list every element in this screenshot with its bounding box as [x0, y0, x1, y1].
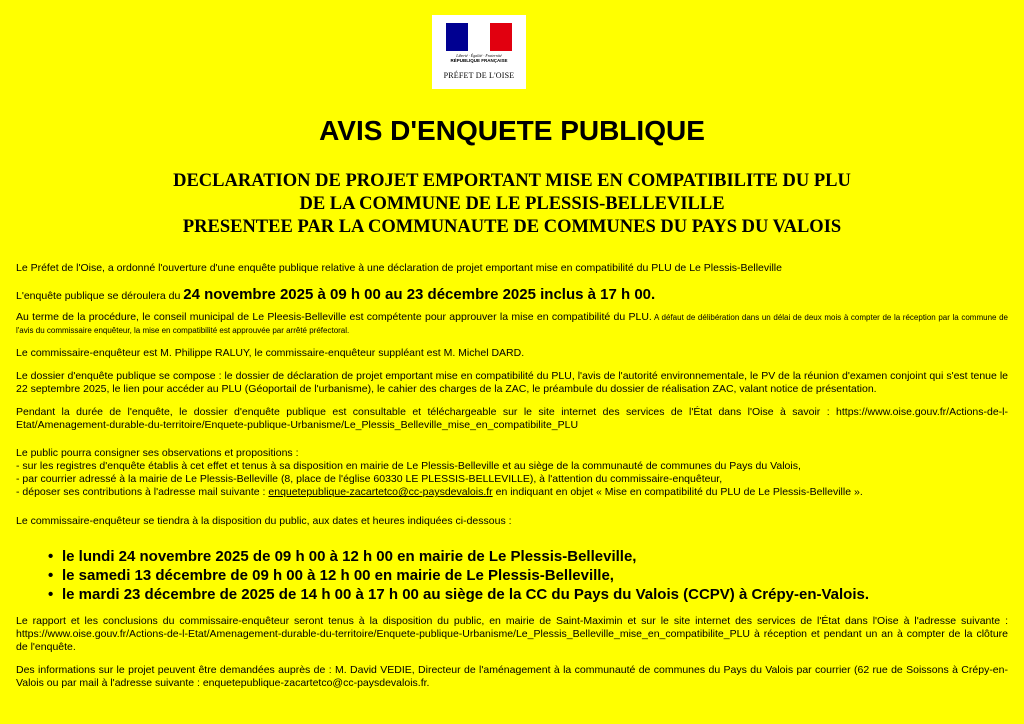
list-item: • le mardi 23 décembre de 2025 de 14 h 00 à 17 h 00 au siège de la CC du Pays du Valois (CCPV) à Crépy-en-Valois.	[48, 585, 1008, 604]
paragraph-terme	[16, 311, 1008, 337]
public-item: - sur les registres d'enquête établis à cet effet et tenus à sa disposition en mairie de Le Plessis-Belleville et au siège de la communauté de communes du Pays du Valois,	[16, 460, 801, 472]
public-item: - par courrier adressé à la mairie de Le Plessis-Belleville (8, place de l'église 60330 LE PLESSIS-BELLEVILLE), à l'attention du commissaire-enquêteur,	[16, 473, 723, 485]
paragraph-commissaire: Le commissaire-enquêteur est M. Philippe RALUY, le commissaire-enquêteur suppléant est M. Michel DARD.	[16, 347, 525, 359]
public-intro: Le public pourra consigner ses observations et propositions :	[16, 447, 299, 459]
paragraph-dates	[16, 288, 1008, 303]
notice-body	[16, 262, 1008, 690]
list-item: • le samedi 13 décembre de 09 h 00 à 12 h 00 en mairie de Le Plessis-Belleville,	[48, 566, 1008, 585]
paragraph-informations: Des informations sur le projet peuvent être demandées auprès de : M. David VEDIE, Directeur de l'aménagement à la communauté de communes du Pays du Valois par courrier (62 rue de Soissons à Crépy-en-Valois ou par mail à l'adresse suivante : enquetepublique-zacartetco@cc-paysdevalois.fr.	[16, 664, 1008, 689]
logo-motto: Liberté · Égalité · Fraternité	[456, 53, 502, 58]
paragraph-intro: Le Préfet de l'Oise, a ordonné l'ouverture d'une enquête publique relative à une déclaration de projet emportant mise en compatibilité du PLU de Le Plessis-Belleville	[16, 262, 782, 274]
dates-prefix: L'enquête publique se déroulera du	[16, 290, 184, 302]
paragraph-rapport: Le rapport et les conclusions du commissaire-enquêteur seront tenus à la disposition du public, en mairie de Saint-Maximin et sur le site internet des services de l'État dans l'Oise à l'adresse suivante : https://www.oise.gouv.fr/Actions-de-l-Etat/Amenagement-durable-du-territoire/Enquete-publique-Urbanisme/Le_Plessis_Belleville_mise_en_compatibilite_PLU à réception et pendant un an à compter de la clôture de l'enquête.	[16, 615, 1008, 653]
terme-main: Au terme de la procédure, le conseil municipal de Le Pleesis-Belleville est compétente pour approuver la mise en compatibilité du PLU.	[16, 311, 652, 323]
subtitle	[0, 170, 1024, 239]
paragraph-permanences: Le commissaire-enquêteur se tiendra à la disposition du public, aux dates et heures indiquées ci-dessous :	[16, 515, 512, 527]
paragraph-pendant: Pendant la durée de l'enquête, le dossier d'enquête publique est consultable et téléchargeable sur le site internet des services de l'État dans l'Oise à savoir : https://www.oise.gouv.fr/Actions-de-l-Etat/Amenagement-durable-du-territoire/Enquete-publique-Urbanisme/Le_Plessis_Belleville_mise_en_compatibilite_PLU	[16, 406, 1008, 431]
subtitle-line: PRESENTEE PAR LA COMMUNAUTE DE COMMUNES DU PAYS DU VALOIS	[182, 217, 842, 237]
paragraph-dossier: Le dossier d'enquête publique se compose : le dossier de déclaration de projet emportant mise en compatibilité du PLU, l'avis de l'autorité environnementale, le PV de la réunion d'examen conjoint qui s'est tenue le 22 septembre 2025, le lien pour accéder au PLU (Géoportail de l'urbanisme), le cahier des charges de la ZAC, le préambule du dossier de réalisation ZAC, valant notice de présentation.	[16, 370, 1008, 395]
french-flag-icon	[446, 23, 512, 51]
subtitle-line: DECLARATION DE PROJET EMPORTANT MISE EN COMPATIBILITE DU PLU	[173, 171, 851, 191]
public-mail-prefix: - déposer ses contributions à l'adresse mail suivante :	[16, 486, 269, 498]
public-mail-suffix: en indiquant en objet « Mise en compatibilité du PLU de Le Plessis-Belleville ».	[492, 486, 863, 498]
subtitle-line: DE LA COMMUNE DE LE PLESSIS-BELLEVILLE	[299, 194, 725, 214]
dates-bold: 24 novembre 2025 à 09 h 00 au 23 décembre 2025 inclus à 17 h 00.	[183, 286, 656, 303]
paragraph-public	[16, 447, 1008, 499]
permanences-list	[16, 547, 1008, 604]
logo-prefet: PRÉFET DE L'OISE	[443, 71, 515, 80]
page-title: AVIS D'ENQUETE PUBLIQUE	[319, 115, 705, 146]
contact-email-link[interactable]: enquetepublique-zacartetco@cc-paysdevalois.fr	[268, 486, 493, 498]
logo-republique: RÉPUBLIQUE FRANÇAISE	[450, 58, 508, 63]
prefecture-logo	[432, 15, 526, 89]
terme-small: A défaut de délibération dans un délai de deux mois à compter de la réception par la commune de l'avis du commissaire enquêteur, la mise en compatibilité est approuvée par arrêté préfectoral.	[16, 313, 1008, 335]
list-item: • le lundi 24 novembre 2025 de 09 h 00 à 12 h 00 en mairie de Le Plessis-Belleville,	[48, 547, 1008, 566]
public-item	[16, 486, 1008, 499]
